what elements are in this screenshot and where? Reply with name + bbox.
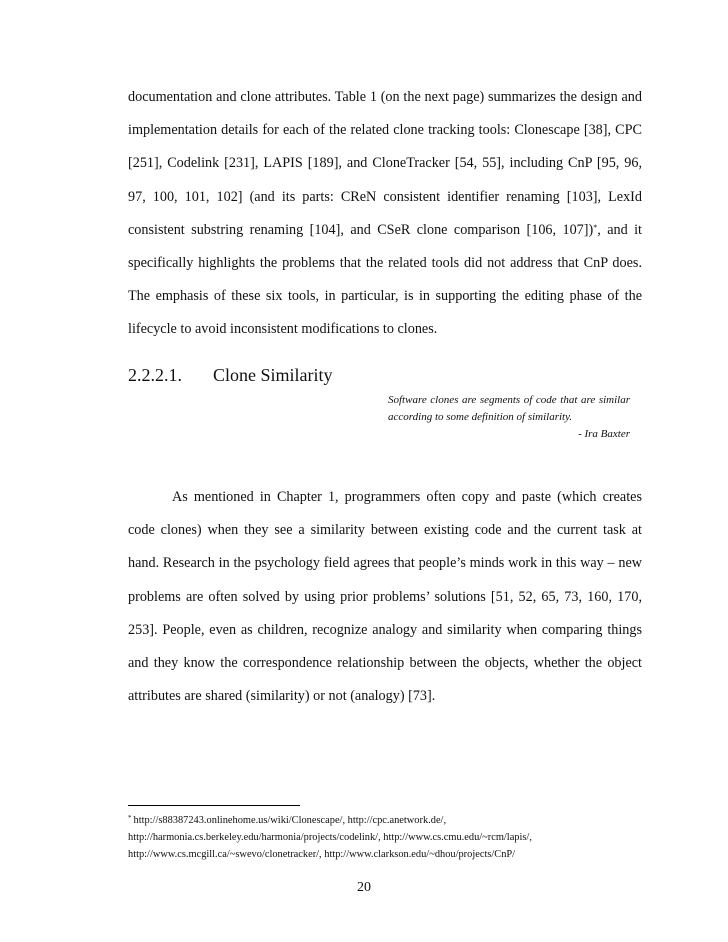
epigraph — [388, 392, 630, 443]
footnote-separator — [128, 805, 300, 806]
section-number: 2.2.2.1. — [128, 365, 182, 385]
footnote — [128, 812, 688, 863]
similarity-section-body — [128, 481, 642, 713]
page-number: 20 — [357, 880, 371, 895]
footnote-mark: * — [128, 814, 132, 822]
section-title: Clone Similarity — [213, 365, 333, 385]
intro-paragraph — [128, 81, 642, 347]
footnote-line-2: http://harmonia.cs.berkeley.edu/harmonia/projects/codelink/, http://www.cs.cmu.edu/~rcm/lapis/, — [128, 832, 532, 843]
footnote-line-3: http://www.cs.mcgill.ca/~swevo/clonetracker/, http://www.clarkson.edu/~dhou/projects/CnP/ — [128, 849, 516, 860]
paragraph-text-before-mark: documentation and clone attributes. Table 1 (on the next page) summarizes the design and implementation details for each of the related clone tracking tools: Clonescape [38], CPC [251], Codelink [231], LAPIS [189], and CloneTracker [54, 55], including CnP [95, 96, 97, 100, 101, 102] (and its parts: CReN consistent identifier renaming [103], LexId consistent substring renaming [104], and CSeR clone comparison [106, 107]) — [128, 89, 642, 238]
epigraph-attribution: - Ira Baxter — [578, 428, 630, 440]
epigraph-quote: Software clones are segments of code that are similar according to some definition of similarity. — [388, 394, 630, 423]
paragraph-copy-paste-similarity: As mentioned in Chapter 1, programmers often copy and paste (which creates code clones) when they see a similarity between existing code and the current task at hand. Research in the psychology field agrees that people’s minds work in this way – new problems are often solved by using prior problems’ solutions [51, 52, 65, 73, 160, 170, 253]. People, even as children, recognize analogy and similarity when comparing things and they know the correspondence relationship between the objects, whether the object attributes are shared (similarity) or not (analogy) [73]. — [128, 489, 642, 705]
footnote-line-1 — [128, 812, 688, 829]
footnote-reference-mark: * — [593, 222, 598, 232]
paragraph-tools-summary — [128, 81, 642, 347]
section-heading — [128, 362, 333, 388]
paragraph-text-after-mark: , and it specifically highlights the problems that the related tools did not address that CnP does. The emphasis of these six tools, in particular, is in supporting the editing phase of the lifecycle to avoid inconsistent modifications to clones. — [128, 221, 642, 338]
footnote-urls-1: http://s88387243.onlinehome.us/wiki/Clonescape/, http://cpc.anetwork.de/, — [133, 815, 447, 826]
